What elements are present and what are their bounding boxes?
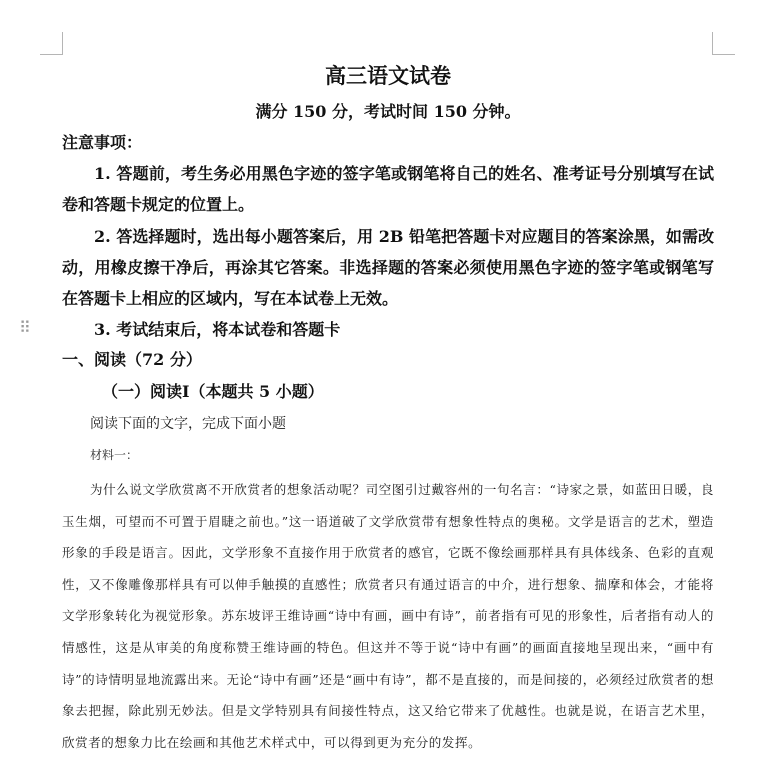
section-heading: 一、阅读（72 分） <box>62 350 202 369</box>
reading-passage: 为什么说文学欣赏离不开欣赏者的想象活动呢？司空图引过戴容州的一句名言：“诗家之景，如蓝田日暖，良玉生烟，可望而不可置于眉睫之前也。”这一语道破了文学欣赏带有想象性特点的奥秘。文学是语言的艺术，塑造形象的手段是语言。因此，文学形象不直接作用于欣赏者的感官，它既不像绘画那样具有具体线条、色彩的直观性，又不像雕像那样具有可以伸手触摸的直感性；欣赏者只有通过语言的中介，进行想象、揣摩和体会，才能将文学形象转化为视觉形象。苏东坡评王维诗画“诗中有画，画中有诗”，前者指有可见的形象性，后者指有动人的情感性，这是从审美的角度称赞王维诗画的特色。但这并不等于说“诗中有画”的画面直接地呈现出来，“画中有诗”的诗情明显地流露出来。无论“诗中有画”还是“画中有诗”，都不是直接的，而是间接的，必须经过欣赏者的想象去把握，除此别无妙法。但是文学特别具有间接性特点，这又给它带来了优越性。也就是说，在语言艺术里，欣赏者的想象力比在绘画和其他艺术样式中，可以得到更为充分的发挥。 <box>62 482 714 750</box>
material-label: 材料一： <box>90 448 139 462</box>
top-left-crop-mark <box>40 32 63 55</box>
document-title: 高三语文试卷 <box>325 63 451 88</box>
reading-instruction: 阅读下面的文字，完成下面小题 <box>90 416 286 432</box>
document-subtitle: 满分 150 分，考试时间 150 分钟。 <box>255 102 521 121</box>
drag-handle-icon[interactable]: ⠿ <box>19 318 29 337</box>
notice-item-2: 2. 答选择题时，选出每小题答案后，用 2B 铅笔把答题卡对应题目的答案涂黑，如需改动，用橡皮擦干净后，再涂其它答案。非选择题的答案必须使用黑色字迹的签字笔或钢笔写在答题卡上相应的区域内，写在本试卷上无效。 <box>62 227 714 308</box>
notice-item-1: 1. 答题前，考生务必用黑色字迹的签字笔或钢笔将自己的姓名、准考证号分别填写在试卷和答题卡规定的位置上。 <box>62 164 714 214</box>
notice-heading: 注意事项： <box>62 133 143 152</box>
subsection-heading: （一）阅读Ⅰ（本题共 5 小题） <box>102 382 324 401</box>
notice-item-3: 3. 考试结束后，将本试卷和答题卡 <box>94 320 341 339</box>
top-right-crop-mark <box>712 32 735 55</box>
